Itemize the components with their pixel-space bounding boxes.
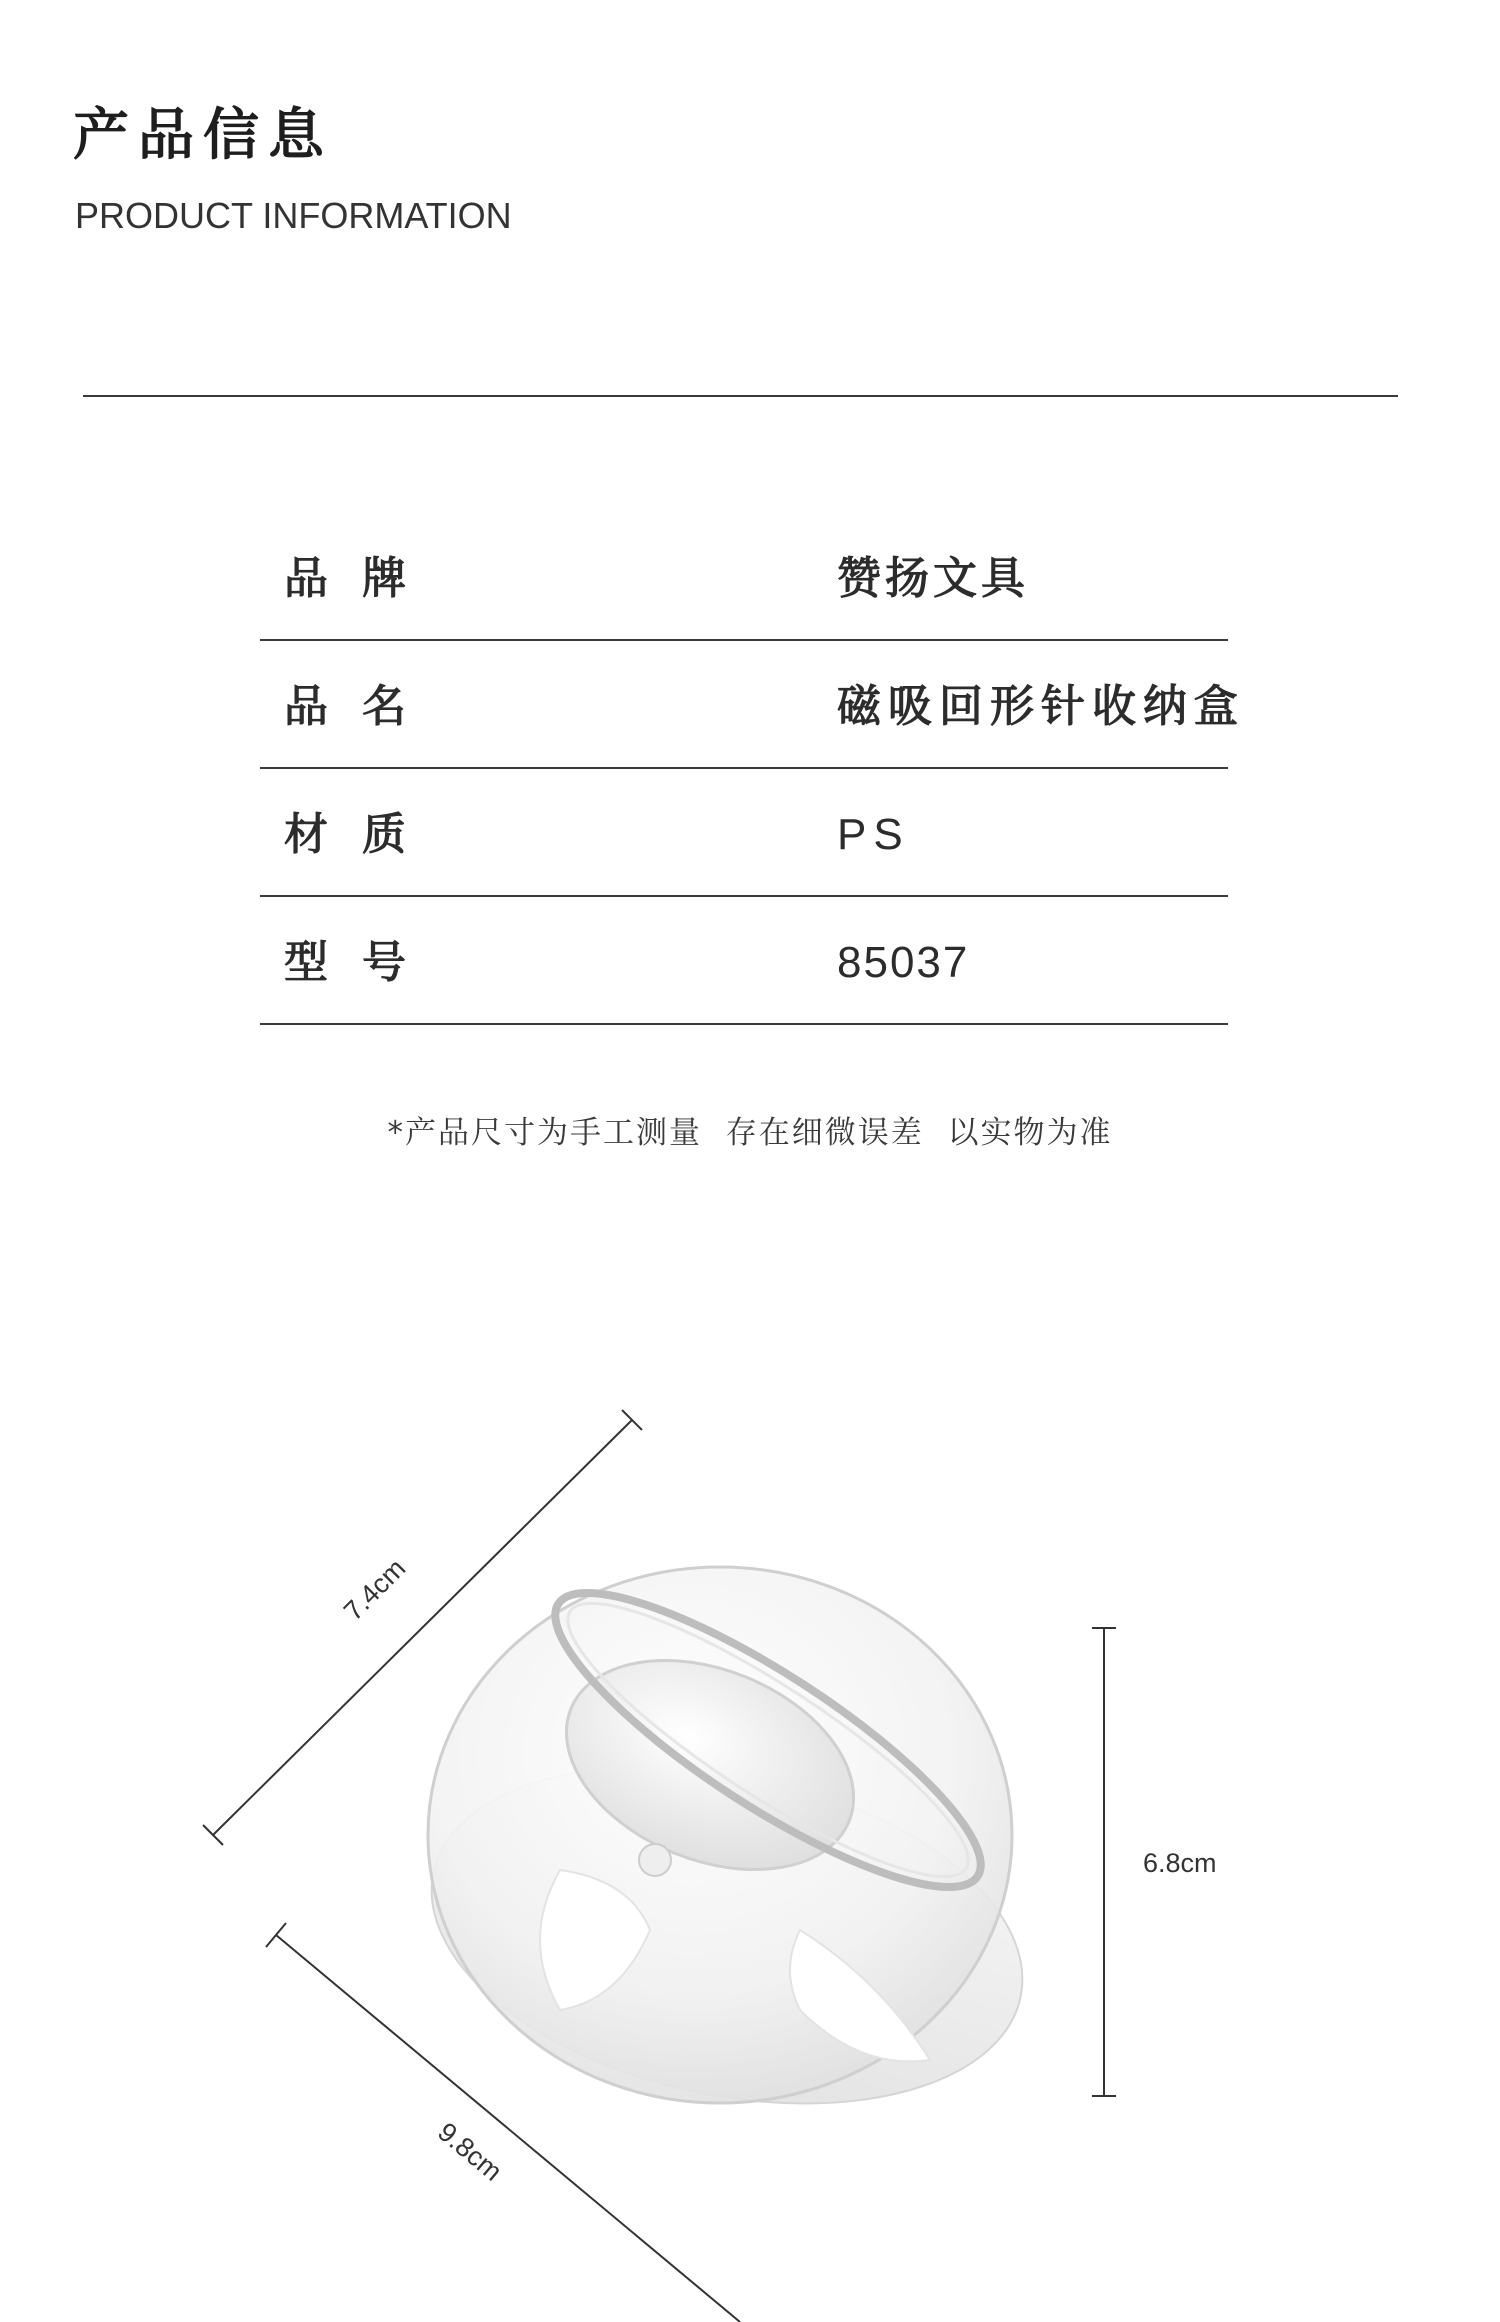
spec-value-product-name: 磁吸回形针收纳盒 [837,681,1245,732]
spec-row-product-name [260,641,1245,769]
spec-table [260,513,1245,1025]
product-dimension-diagram [0,1340,1500,2322]
spec-label-product-name: 品名 [284,681,440,732]
spec-value-brand: 赞扬文具 [837,553,1029,604]
spec-row-material [260,769,1228,897]
product-illustration [400,1548,1053,2153]
dimension-height-label: 6.8cm [1143,1848,1217,1878]
dimension-depth-label: 7.4cm [338,1553,412,1627]
section-title-cn: 产品信息 [73,103,333,168]
header-divider [83,395,1398,397]
spec-value-model: 85037 [837,938,970,987]
product-pin-hub [639,1844,671,1876]
spec-row-brand [260,513,1228,641]
dimension-width-label: 9.8cm [432,2116,508,2187]
spec-row-model [260,897,1228,1025]
measurement-note: *产品尺寸为手工测量 存在细微误差 以实物为准 [387,1115,1113,1151]
spec-label-brand: 品牌 [284,553,440,604]
dimension-height [1092,1628,1217,2096]
section-title-en: PRODUCT INFORMATION [75,195,512,236]
spec-label-material: 材质 [284,809,440,860]
spec-label-model: 型号 [284,937,440,988]
spec-value-material: PS [837,810,910,859]
